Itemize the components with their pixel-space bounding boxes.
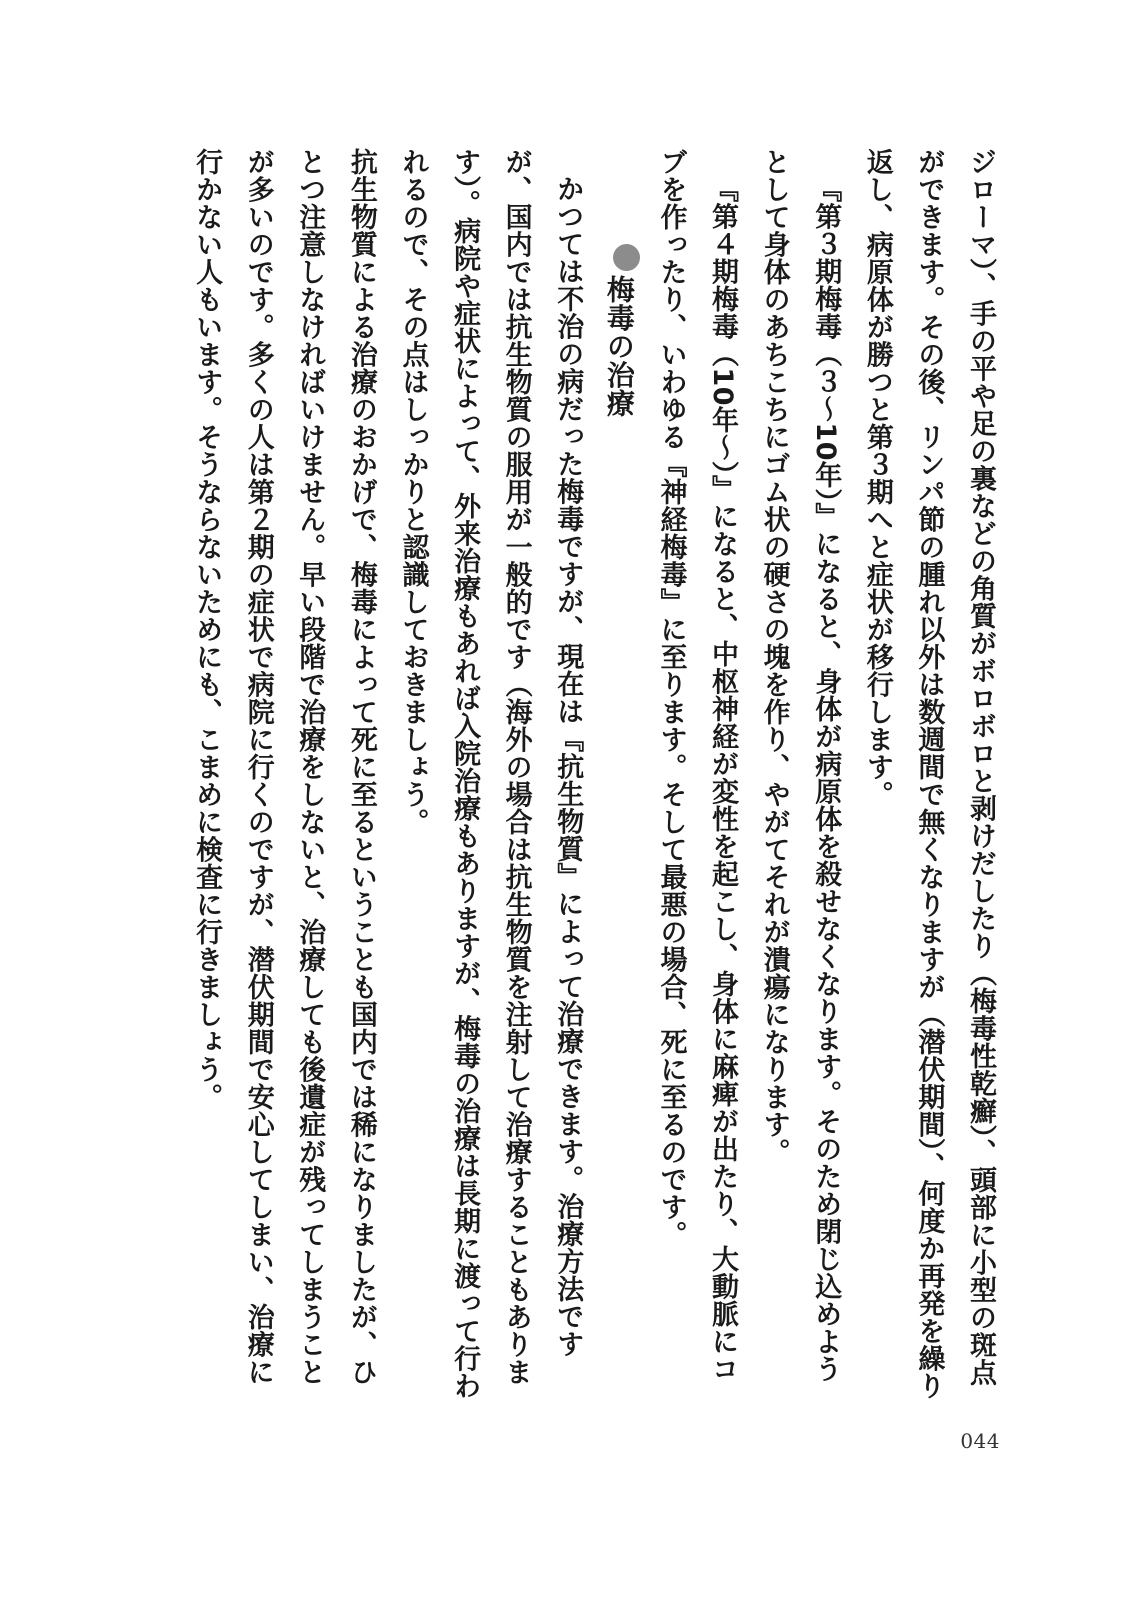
bullet-circle-icon <box>613 244 640 271</box>
page-number: 044 <box>960 1429 1000 1453</box>
section-heading <box>593 148 645 1408</box>
paragraph-stage2-continued: ジローマ）、手の平や足の裏などの角質がボロボロと剥けだしたり（梅毒性乾癬）、頭部に小型の斑点ができます。その後、リンパ節の腫れ以外は数週間で無くなりますが（潜伏期間）、何度か再発を繰り返し、病原体が勝つと第３期へと症状が移行します。 <box>861 148 996 1400</box>
paragraph-treatment: かつては不治の病だった梅毒ですが、現在は『抗生物質』によって治療できます。治療方法ですが、国内では抗生物質の服用が一般的です（海外の場合は抗生物質を注射して治療することもあります）。病院や症状によって、外来治療もあれば入院治療もありますが、梅毒の治療は長期に渡って行われるので、その点はしっかりと認識しておきましょう。 <box>397 148 584 1400</box>
paragraph-stage4: 『第４期梅毒（10年～）』になると、中枢神経が変性を起こし、身体に麻痺が出たり、大動脈にコブを作ったり、いわゆる『神経梅毒』に至ります。そして最悪の場合、死に至るのです。 <box>655 148 739 1383</box>
paragraph-caution: 抗生物質による治療のおかげで、梅毒によって死に至るということも国内では稀になりましたが、ひとつ注意しなければいけません。早い段階で治療をしないと、治療しても後遺症が残ってしまうことが多いのです。多くの人は第２期の症状で病院に行くのですが、潜伏期間で安心してしまい、治療に行かない人もいます。そうならないためにも、こまめに検査に行きましょう。 <box>191 148 377 1386</box>
paragraph-stage3: 『第３期梅毒（３～10年）』になると、身体が病原体を殺せなくなります。そのため閉じ込めようとして身体のあちこちにゴム状の硬さの塊を作り、やがてそれが潰瘍になります。 <box>758 148 842 1383</box>
vertical-text-body <box>106 148 1006 1408</box>
section-heading-text: 梅毒の治療 <box>602 275 636 418</box>
